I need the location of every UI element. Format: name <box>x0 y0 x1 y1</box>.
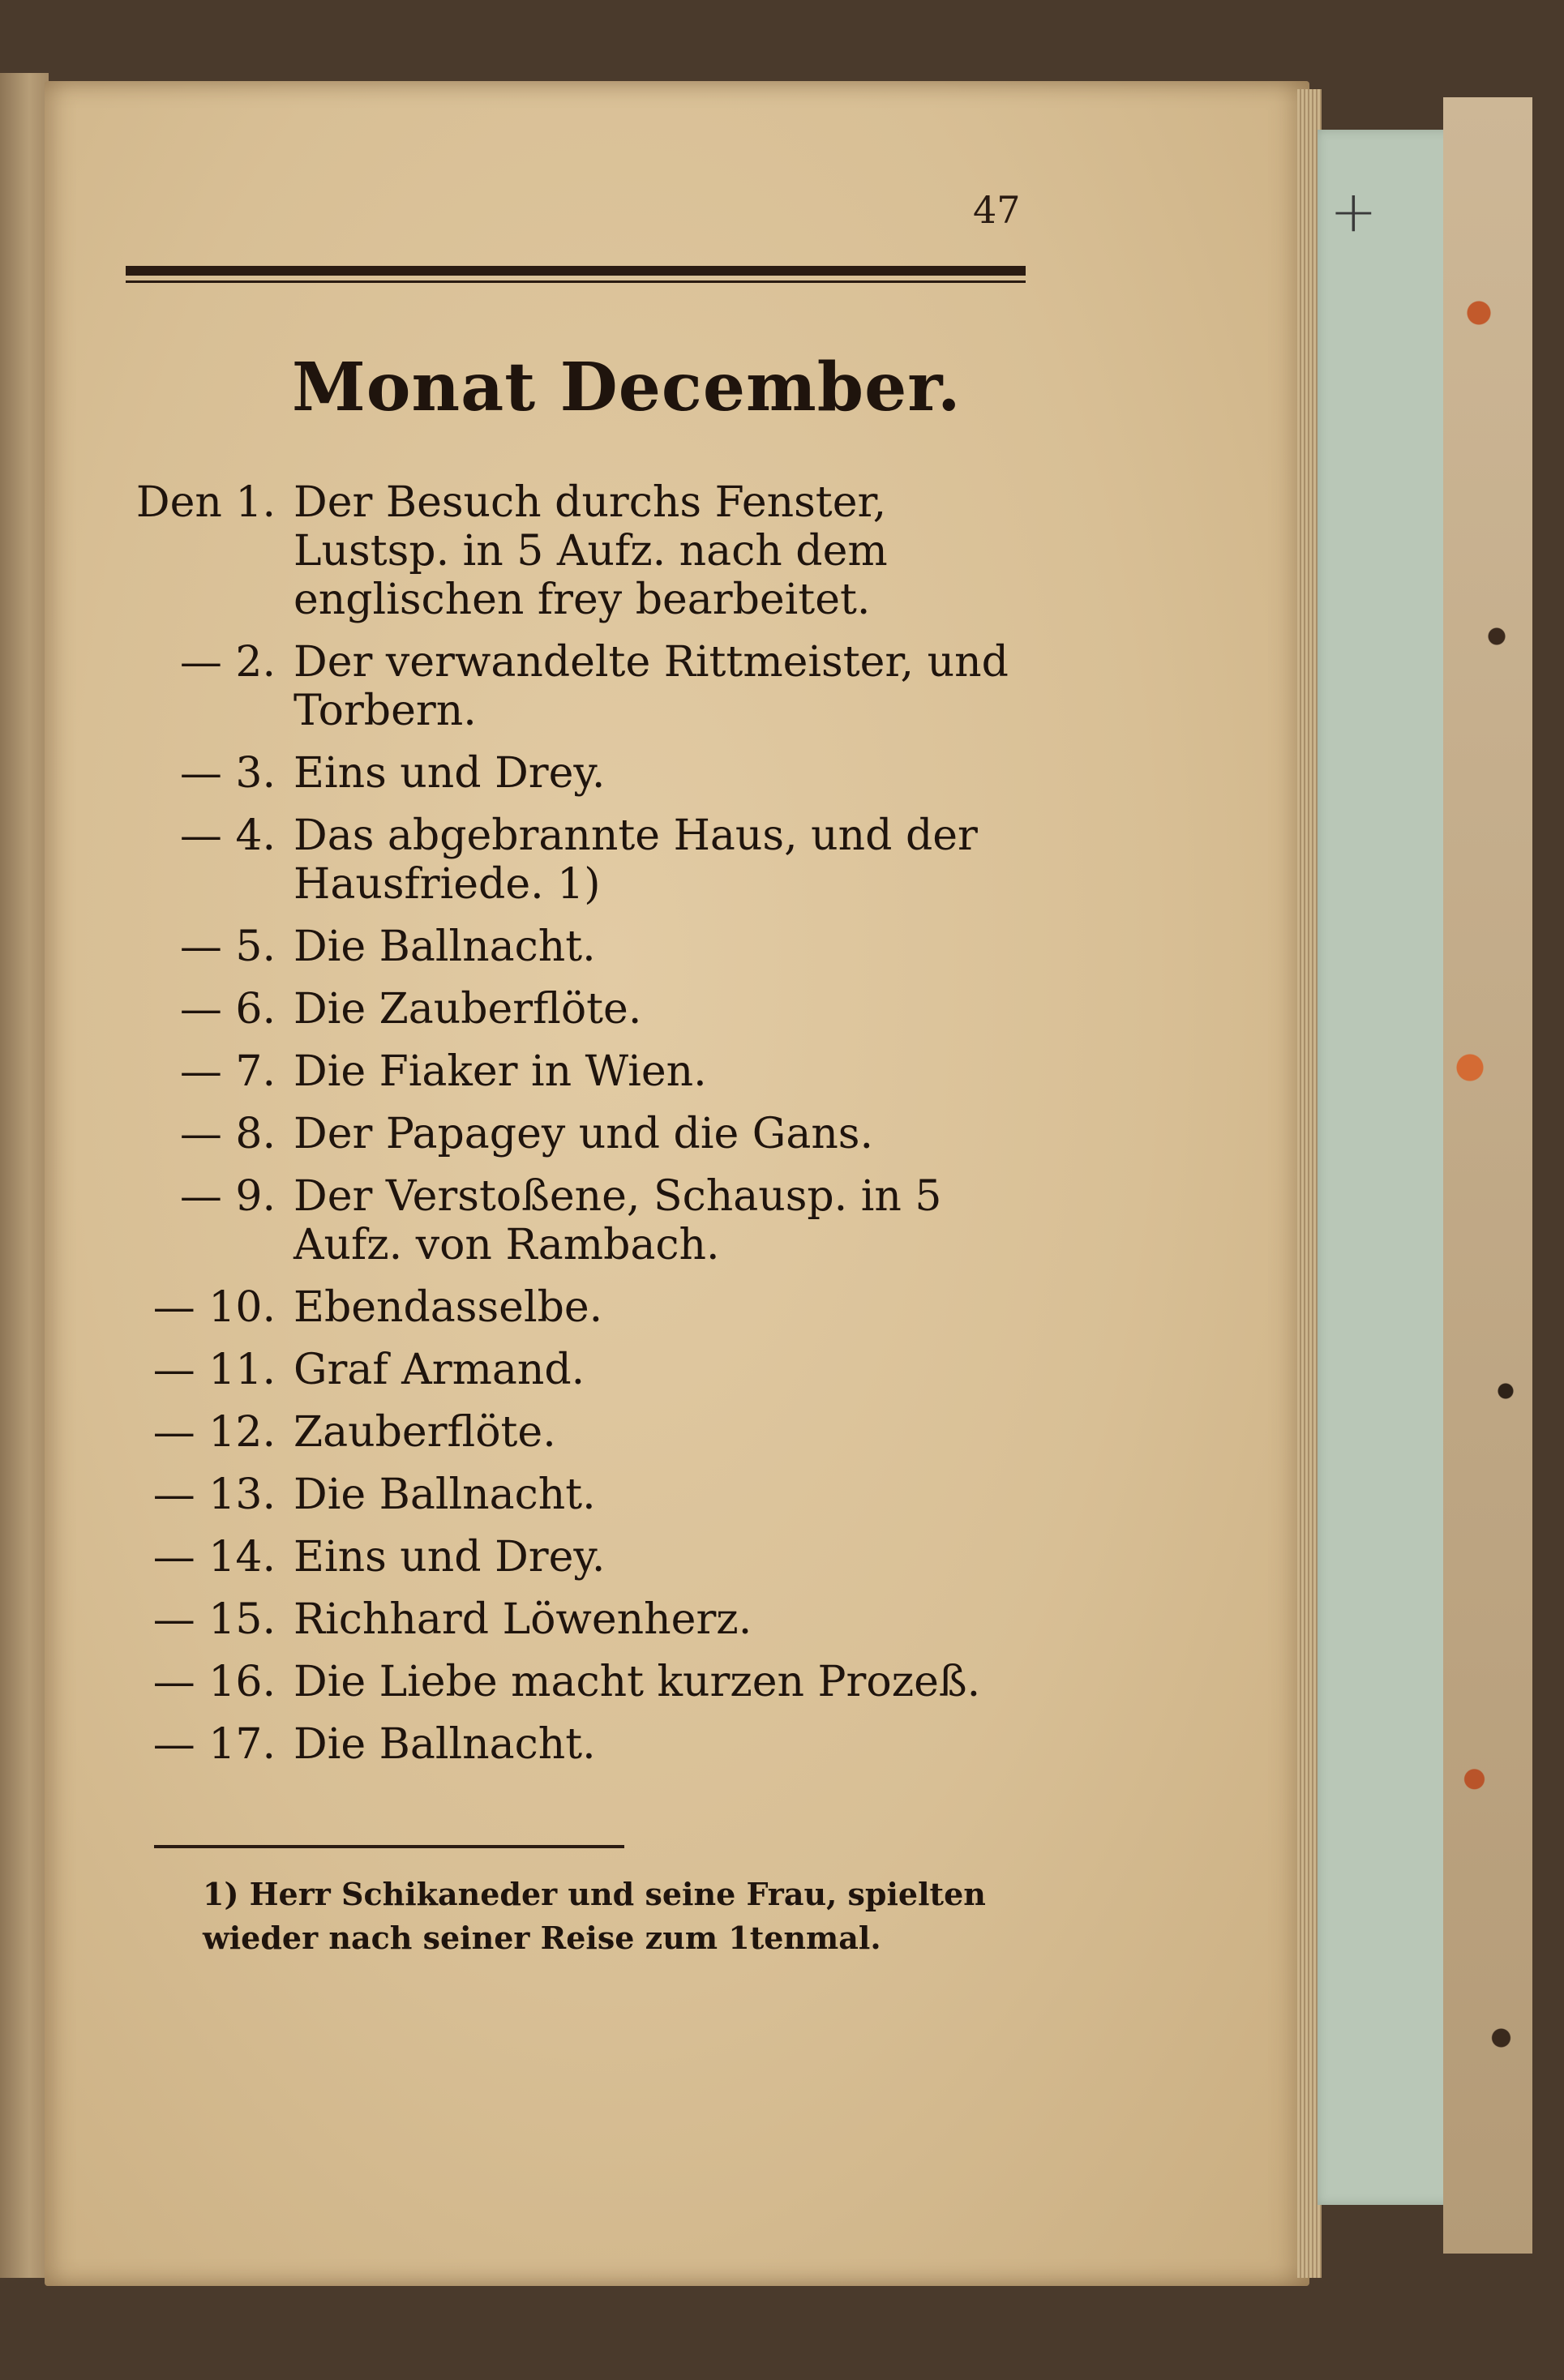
entry-date: — 16. <box>152 1658 276 1706</box>
entry-date: — 3. <box>179 749 276 798</box>
header-rule <box>126 266 1026 276</box>
entry-title: Die Ballnacht. <box>294 922 596 971</box>
facing-page-edge <box>0 73 49 2278</box>
list-item <box>130 985 1054 1034</box>
entry-title: Die Ballnacht. <box>294 1470 596 1519</box>
list-item <box>130 1533 1054 1582</box>
list-item <box>130 1720 1054 1769</box>
list-item <box>130 478 1054 624</box>
entry-title: Eins und Drey. <box>294 749 606 798</box>
list-item <box>130 811 1054 909</box>
entry-date: — 6. <box>179 985 276 1034</box>
entry-date: — 7. <box>179 1047 276 1096</box>
marbled-cover-edge <box>1443 97 1532 2254</box>
list-item <box>130 1110 1054 1158</box>
list-item <box>130 638 1054 735</box>
list-item <box>130 1470 1054 1519</box>
entry-date: — 8. <box>179 1110 276 1158</box>
entry-title: Die Ballnacht. <box>294 1720 596 1769</box>
entry-date: — 17. <box>152 1720 276 1769</box>
performance-list <box>130 478 1054 1783</box>
list-item <box>130 1595 1054 1644</box>
entry-date: — 15. <box>152 1595 276 1644</box>
entry-title: Der Besuch durchs Fenster, Lustsp. in 5 Aufz. nach dem englischen frey bearbeitet. <box>294 478 888 624</box>
footnote: 1) Herr Schikaneder und seine Frau, spielten wieder nach seiner Reise zum 1tenmal. <box>203 1876 986 1956</box>
paper-insert <box>1318 130 1463 2205</box>
entry-title: Der Verstoßene, Schausp. in 5 Aufz. von Rambach. <box>294 1172 942 1269</box>
entry-title: Der Papagey und die Gans. <box>294 1110 874 1158</box>
list-item <box>130 1283 1054 1332</box>
list-item <box>130 1408 1054 1457</box>
list-item <box>130 1172 1054 1269</box>
page-title: Monat December. <box>292 349 962 426</box>
entry-title: Die Liebe macht kurzen Prozeß. <box>294 1658 981 1706</box>
entry-title: Richhard Löwenherz. <box>294 1595 752 1644</box>
entry-title: Graf Armand. <box>294 1346 585 1394</box>
entry-date: Den 1. <box>135 478 276 527</box>
entry-date: — 2. <box>179 638 276 687</box>
entry-title: Ebendasselbe. <box>294 1283 603 1332</box>
entry-title: Die Zauberflöte. <box>294 985 642 1034</box>
entry-date: — 11. <box>152 1346 276 1394</box>
list-item <box>130 922 1054 971</box>
pencil-mark: + <box>1330 178 1378 245</box>
list-item <box>130 749 1054 798</box>
entry-date: — 10. <box>152 1283 276 1332</box>
entry-title: Zauberflöte. <box>294 1408 556 1457</box>
entry-date: — 4. <box>179 811 276 860</box>
list-item <box>130 1047 1054 1096</box>
entry-title: Die Fiaker in Wien. <box>294 1047 707 1096</box>
entry-title: Der verwandelte Rittmeister, und Torbern. <box>294 638 1009 735</box>
entry-title: Eins und Drey. <box>294 1533 606 1582</box>
entry-date: — 14. <box>152 1533 276 1582</box>
entry-title: Das abgebrannte Haus, und der Hausfriede. 1) <box>294 811 978 909</box>
entry-date: — 5. <box>179 922 276 971</box>
list-item <box>130 1346 1054 1394</box>
footnote-rule <box>154 1845 624 1848</box>
entry-date: — 9. <box>179 1172 276 1221</box>
entry-date: — 12. <box>152 1408 276 1457</box>
list-item <box>130 1658 1054 1706</box>
page-number: 47 <box>973 188 1021 232</box>
entry-date: — 13. <box>152 1470 276 1519</box>
